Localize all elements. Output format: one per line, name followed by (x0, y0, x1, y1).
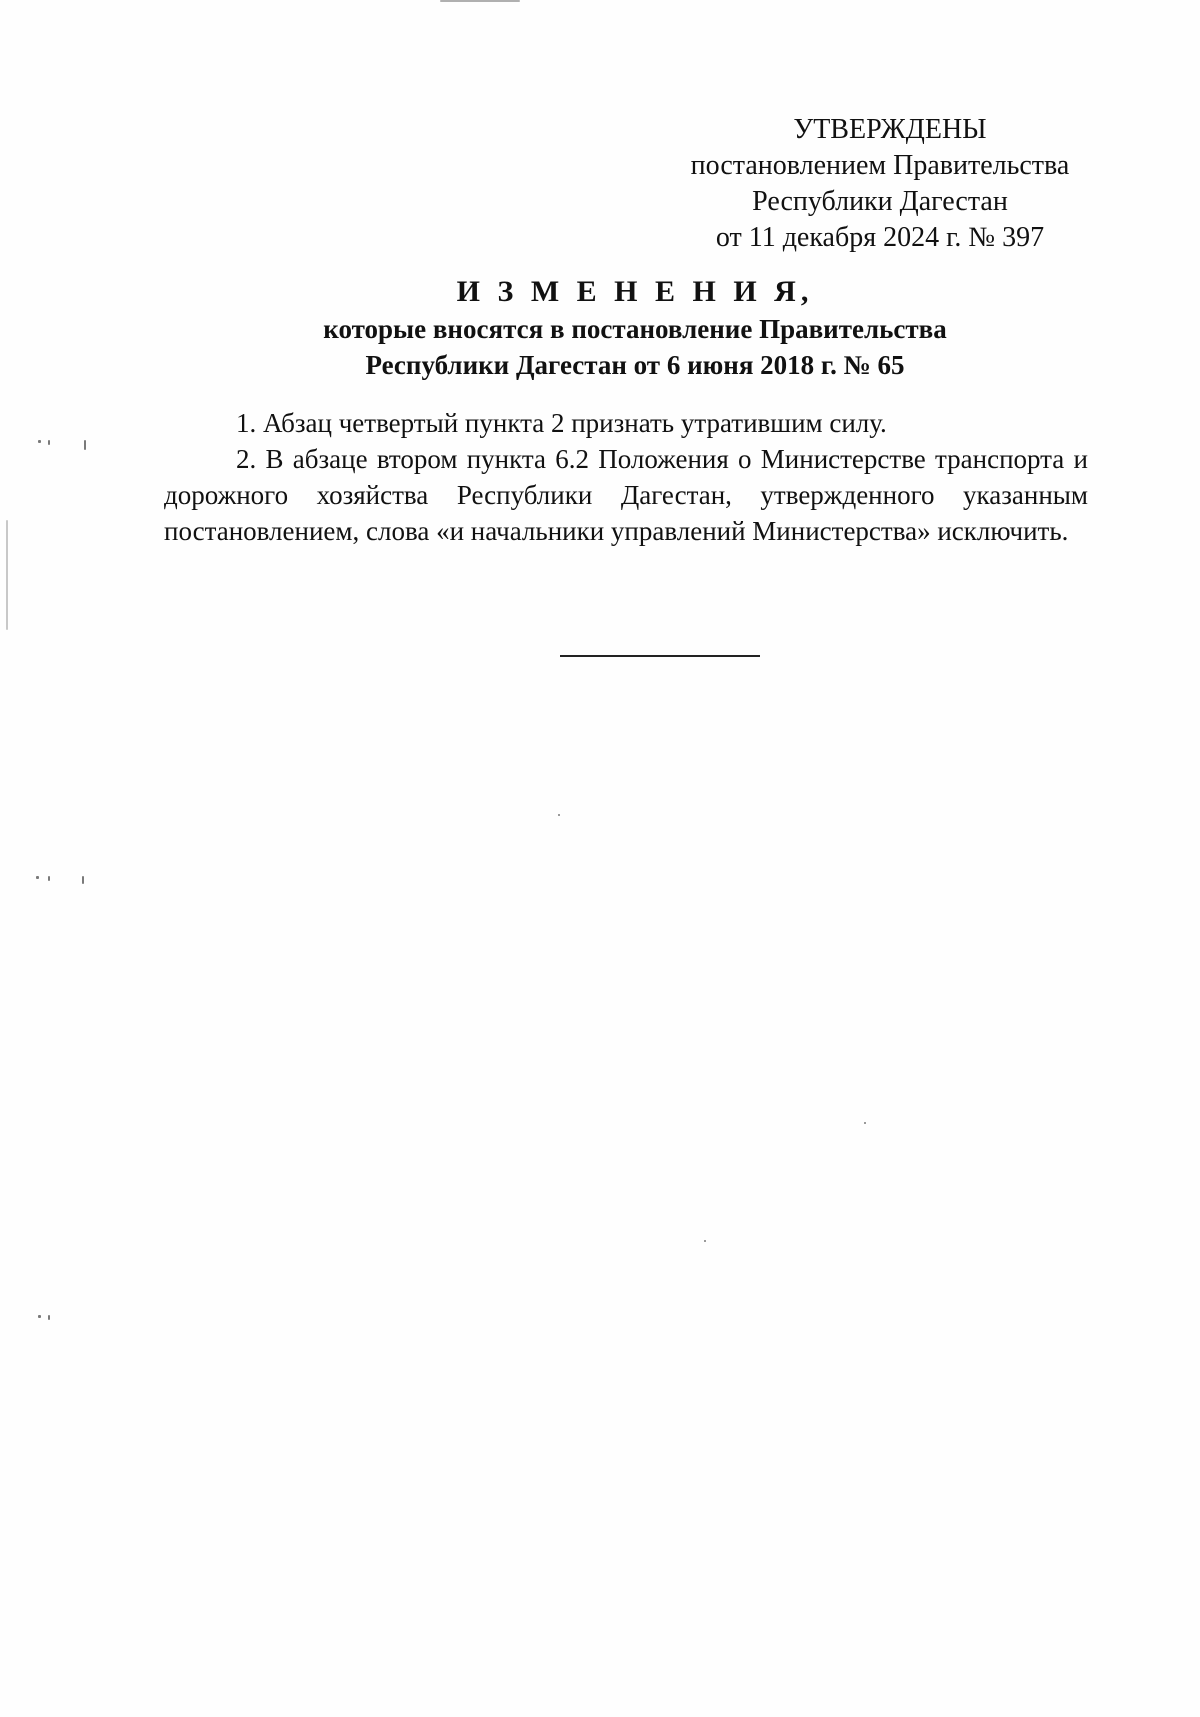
scan-artifact (704, 1240, 706, 1242)
document-title (160, 273, 1110, 383)
scan-artifact (864, 1122, 866, 1124)
approval-region: Республики Дагестан (752, 186, 1008, 217)
scan-artifact (38, 1315, 41, 1318)
document-body (164, 405, 1088, 549)
approval-issuer: постановлением Правительства (690, 150, 1070, 181)
scan-artifact (84, 440, 86, 450)
approval-heading: УТВЕРЖДЕНЫ (793, 114, 987, 145)
scan-artifact (38, 440, 41, 443)
closing-divider (560, 655, 760, 657)
title-subtitle-line-1: которые вносятся в постановление Правительства (323, 314, 947, 344)
scan-artifact (6, 520, 8, 630)
scan-artifact (48, 876, 50, 881)
title-subtitle-line-2: Республики Дагестан от 6 июня 2018 г. № 65 (365, 350, 905, 380)
scan-artifact (48, 440, 50, 445)
scan-artifact (48, 1315, 50, 1320)
scan-artifact (82, 876, 84, 884)
scan-artifact (558, 814, 560, 816)
scan-artifact (440, 0, 520, 2)
scan-artifact (36, 876, 39, 879)
paragraph-1: 1. Абзац четвертый пункта 2 признать утратившим силу. (236, 408, 887, 438)
paragraph-2: 2. В абзаце втором пункта 6.2 Положения о Министерстве транспорта и дорожного хозяйства Республики Дагестан, утвержденного указанным постановлением, слова «и начальники управлений Министерства» исключить. (164, 444, 1088, 546)
approval-date-number: от 11 декабря 2024 г. № 397 (715, 222, 1045, 253)
title-main: И З М Е Н Е Н И Я, (456, 275, 814, 308)
approval-stamp (660, 112, 1100, 256)
